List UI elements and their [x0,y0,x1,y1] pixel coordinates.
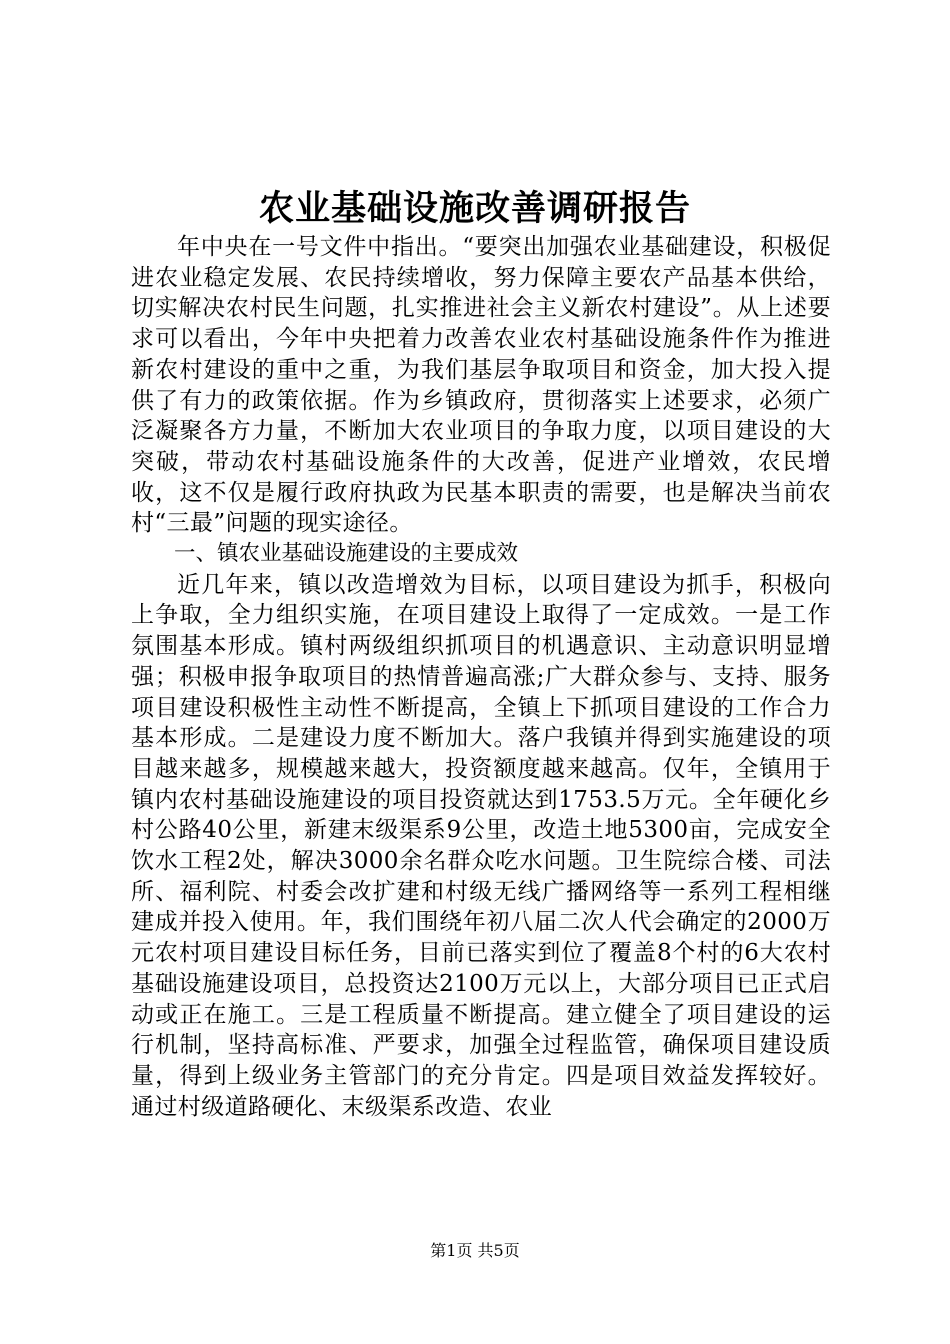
page-number-footer: 第1页 共5页 [430,1241,520,1260]
section-heading: 一、镇农业基础设施建设的主要成效 [174,541,519,567]
body-paragraph: 近几年来，镇以改造增效为目标，以项目建设为抓手，积极向上争取，全力组织实施，在项目建设上取得了一定成效。一是工作氛围基本形成。镇村两级组织抓项目的机遇意识、主动意识明显增强；积极申报争取项目的热情普遍高涨;广大群众参与、支持、服务项目建设积极性主动性不断提高，全镇上下抓项目建设的工作合力基本形成。二是建设力度不断加大。落户我镇并得到实施建设的项目越来越多，规模越来越大，投资额度越来越高。仅年，全镇用于镇内农村基础设施建设的项目投资就达到1753.5万元。全年硬化乡村公路40公里，新建末级渠系9公里，改造土地5300亩，完成安全饮水工程2处，解决3000余名群众吃水问题。卫生院综合楼、司法所、福利院、村委会改扩建和村级无线广播网络等一系列工程相继建成并投入使用。年，我们围绕年初八届二次人代会确定的2000万元农村项目建设目标任务，目前已落实到位了覆盖8个村的6大农村基础设施建设项目，总投资达2100万元以上，大部分项目已正式启动或正在施工。三是工程质量不断提高。建立健全了项目建设的运行机制，坚持高标准、严要求，加强全过程监管，确保项目建设质量，得到上级业务主管部门的充分肯定。四是项目效益发挥较好。通过村级道路硬化、末级渠系改造、农业 [131,571,831,1120]
document-title: 农业基础设施改善调研报告 [258,188,691,229]
intro-paragraph: 年中央在一号文件中指出。“要突出加强农业基础建设，积极促进农业稳定发展、农民持续增收，努力保障主要农产品基本供给，切实解决农村民生问题，扎实推进社会主义新农村建设”。从上述要求可以看出，今年中央把着力改善农业农村基础设施条件作为推进新农村建设的重中之重，为我们基层争取项目和资金，加大投入提供了有力的政策依据。作为乡镇政府，贯彻落实上述要求，必须广泛凝聚各方力量，不断加大农业项目的争取力度，以项目建设的大突破，带动农村基础设施条件的大改善，促进产业增效，农民增收，这不仅是履行政府执政为民基本职责的需要，也是解决当前农村“三最”问题的现实途径。 [131,234,831,537]
document-body [131,232,831,1122]
